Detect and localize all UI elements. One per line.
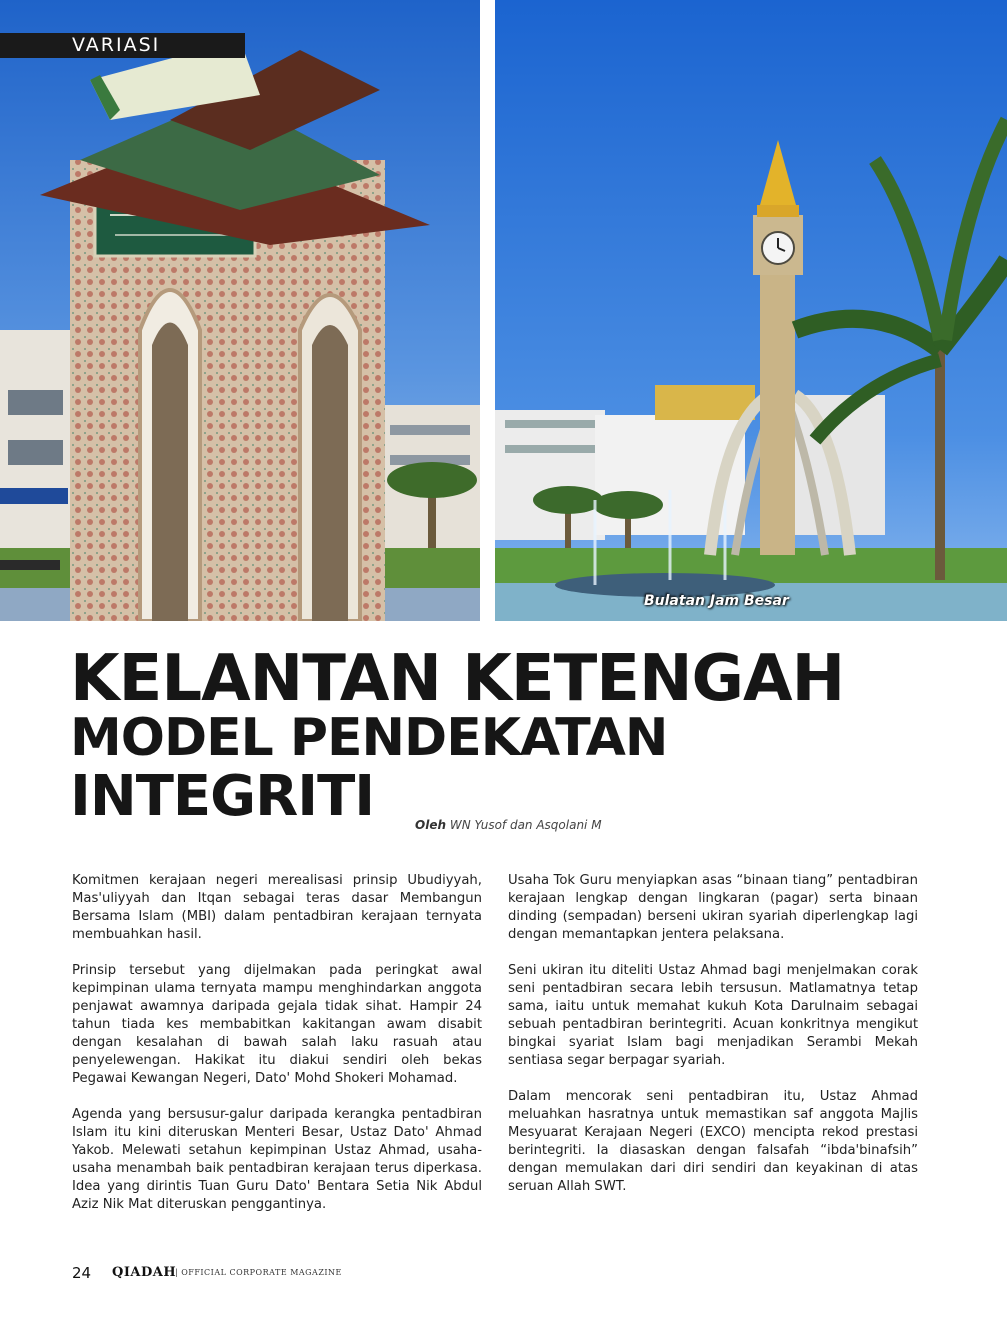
byline-authors: WN Yusof dan Asqolani M	[449, 818, 602, 832]
body-column-right	[508, 872, 918, 1214]
headline-line-1: KELANTAN KETENGAH	[70, 642, 845, 716]
paragraph: Usaha Tok Guru menyiapkan asas “binaan tiang” pentadbiran kerajaan lengkap dengan lingkaran (pagar) serta binaan dinding (sempadan) berseni ukiran syariah diperlengkap lagi dengan memantapkan jentera pelaksana.	[508, 873, 918, 942]
byline-prefix: Oleh	[415, 818, 446, 832]
page-number: 24	[72, 1264, 92, 1282]
magazine-name: QIADAH	[112, 1265, 177, 1280]
photo-caption: Bulatan Jam Besar	[644, 593, 789, 609]
headline	[70, 642, 845, 829]
paragraph: Agenda yang bersusur-galur daripada kerangka pentadbiran Islam itu kini diteruskan Menteri Besar, Ustaz Dato' Ahmad Yakob. Melewati setahun kepimpinan Ustaz Ahmad, usaha-usaha menambah baik pentadbiran kerajaan terus diperkasa. Idea yang dirintis Tuan Guru Dato' Bentara Setia Nik Abdul Aziz Nik Mat diteruskan penggantinya.	[72, 1107, 482, 1212]
paragraph: Prinsip tersebut yang dijelmakan pada peringkat awal kepimpinan ulama ternyata mampu menghindarkan anggota penjawat awamnya daripada gejala tidak sihat. Hampir 24 tahun tiada kes membabitkan kakitangan awam disabit dengan kesalahan di bawah salah laku rasuah atau penyelewengan. Hakikat itu diakui sendiri oleh bekas Pegawai Kewangan Negeri, Dato' Mohd Shokeri Mohamad.	[72, 963, 482, 1086]
paragraph: Dalam mencorak seni pentadbiran itu, Ustaz Ahmad meluahkan hasratnya untuk memastikan saf anggota Majlis Mesyuarat Kerajaan Negeri (EXCO) mencipta rekod prestasi berintegriti. Ia diasaskan dengan falsafah “ibda'binafsih” dengan memulakan dari diri sendiri dan keyakinan di atas seruan Allah SWT.	[508, 1089, 918, 1194]
photo-clock-tower	[495, 0, 1007, 621]
section-tag	[0, 33, 245, 58]
clock-tower-illustration	[495, 0, 1007, 621]
paragraph: Komitmen kerajaan negeri merealisasi prinsip Ubudiyyah, Mas'uliyyah dan Itqan sebagai teras dasar Membangun Bersama Islam (MBI) dalam pentadbiran kerajaan ternyata membuahkan hasil.	[72, 873, 482, 942]
headline-line-3: INTEGRITI	[70, 764, 375, 829]
byline	[415, 818, 602, 832]
headline-line-2: MODEL PENDEKATAN	[70, 708, 668, 768]
magazine-tagline: | OFFICIAL CORPORATE MAGAZINE	[175, 1268, 342, 1277]
section-label: VARIASI	[72, 34, 161, 56]
photo-quran-monument	[0, 0, 480, 621]
body-column-left	[72, 872, 482, 1232]
paragraph: Seni ukiran itu diteliti Ustaz Ahmad bagi menjelmakan corak seni pentadbiran secara lebih tersusun. Matlamatnya tetap sama, iaitu untuk memahat kukuh Kota Darulnaim sebagai sebuah pentadbiran berintegriti. Acuan konkritnya mengikut bingkai syariat Islam bagi menjadikan Serambi Mekah sentiasa segar berpagar syariah.	[508, 963, 918, 1068]
monument-illustration	[0, 0, 480, 621]
